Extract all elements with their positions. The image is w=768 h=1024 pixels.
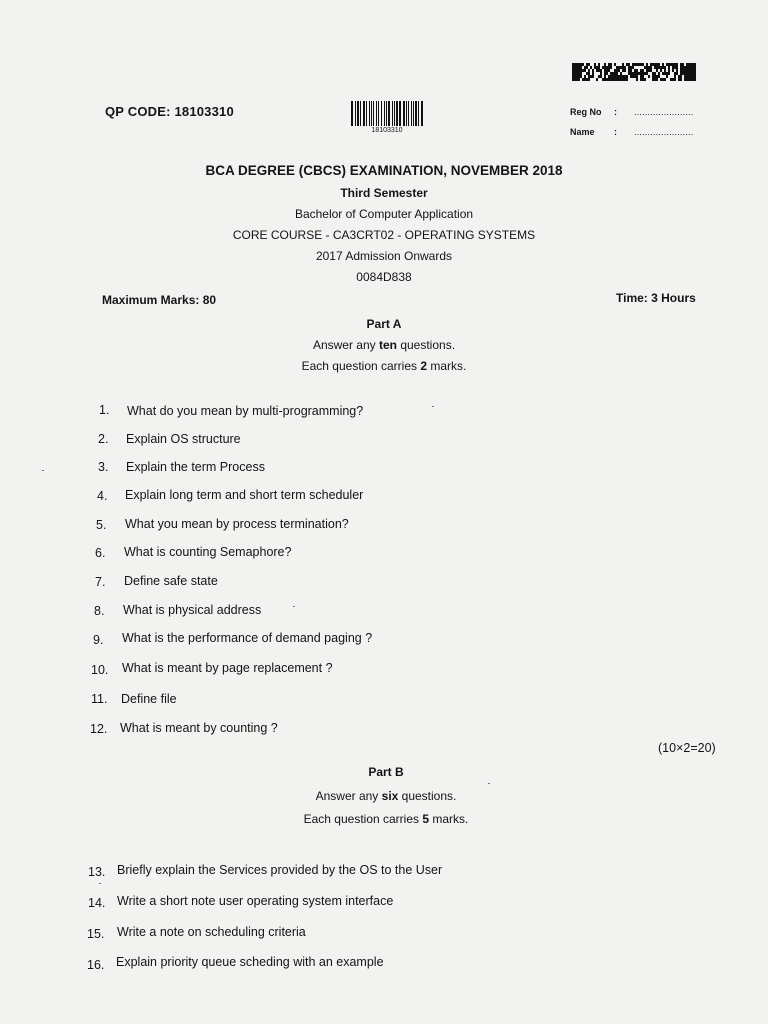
question-text: Write a short note user operating system interface xyxy=(117,894,394,908)
part-a-score: (10×2=20) xyxy=(658,741,716,755)
question-number: 1. xyxy=(99,403,110,417)
name-colon: : xyxy=(614,127,617,137)
question-text: Briefly explain the Services provided by the OS to the User xyxy=(117,863,443,877)
question-text: Explain OS structure xyxy=(126,432,241,446)
question-text: What is physical address xyxy=(123,603,262,617)
question-number: 14. xyxy=(88,896,106,910)
question-text: Define file xyxy=(121,692,177,706)
barcode-top-image xyxy=(572,63,696,81)
question-text: What do you mean by multi-programming? xyxy=(127,404,364,418)
question-text: What is the performance of demand paging ? xyxy=(122,631,373,645)
part-a-instruction: Answer any ten questions. xyxy=(312,338,456,352)
part-a-title: Part A xyxy=(366,317,402,331)
exam-time: Time: 3 Hours xyxy=(616,291,696,305)
question-number: 15. xyxy=(87,927,105,941)
max-marks: Maximum Marks: 80 xyxy=(102,293,217,307)
exam-code: 0084D838 xyxy=(356,270,412,284)
scan-speck xyxy=(42,470,44,471)
name-label: Name xyxy=(570,127,595,137)
question-text: What is meant by counting ? xyxy=(120,721,278,735)
question-text: Explain long term and short term scheduler xyxy=(125,488,364,502)
question-number: 13. xyxy=(88,865,106,879)
barcode-image xyxy=(351,101,423,126)
reg-no-colon: : xyxy=(614,107,617,117)
course: CORE COURSE - CA3CRT02 - OPERATING SYSTEMS xyxy=(232,228,536,242)
question-number: 10. xyxy=(91,663,109,677)
program: Bachelor of Computer Application xyxy=(294,207,474,221)
question-number: 4. xyxy=(97,489,108,503)
reg-no-label: Reg No xyxy=(570,107,602,117)
exam-title: BCA DEGREE (CBCS) EXAMINATION, NOVEMBER 2018 xyxy=(205,163,563,178)
name-field: ...................... xyxy=(634,127,694,137)
question-number: 6. xyxy=(95,546,106,560)
question-number: 2. xyxy=(98,432,109,446)
question-number: 5. xyxy=(96,518,107,532)
question-text: What you mean by process termination? xyxy=(125,517,349,531)
question-text: Explain priority queue scheding with an example xyxy=(116,955,384,969)
question-text: Define safe state xyxy=(124,574,218,588)
question-number: 3. xyxy=(98,460,109,474)
question-number: 7. xyxy=(95,575,106,589)
question-number: 12. xyxy=(90,722,108,736)
question-text: Explain the term Process xyxy=(126,460,265,474)
barcode-number: 18103310 xyxy=(371,127,403,134)
reg-no-field: ...................... xyxy=(634,107,694,117)
question-number: 9. xyxy=(93,633,104,647)
part-a-marks-note: Each question carries 2 marks. xyxy=(301,359,467,373)
semester: Third Semester xyxy=(340,186,428,200)
question-text: What is meant by page replacement ? xyxy=(122,661,333,675)
question-number: 8. xyxy=(94,604,105,618)
qp-code: QP CODE: 18103310 xyxy=(105,104,234,119)
part-b-title: Part B xyxy=(368,765,404,779)
question-text: What is counting Semaphore? xyxy=(124,545,292,559)
scan-speck xyxy=(99,883,101,884)
question-number: 11. xyxy=(91,692,108,706)
scan-speck xyxy=(432,406,434,407)
admission: 2017 Admission Onwards xyxy=(315,249,453,263)
scan-speck xyxy=(293,606,295,607)
question-number: 16. xyxy=(87,958,105,972)
scan-speck xyxy=(488,783,490,784)
part-b-instruction: Answer any six questions. xyxy=(315,789,457,803)
part-b-marks-note: Each question carries 5 marks. xyxy=(303,812,469,826)
question-text: Write a note on scheduling criteria xyxy=(117,925,306,939)
